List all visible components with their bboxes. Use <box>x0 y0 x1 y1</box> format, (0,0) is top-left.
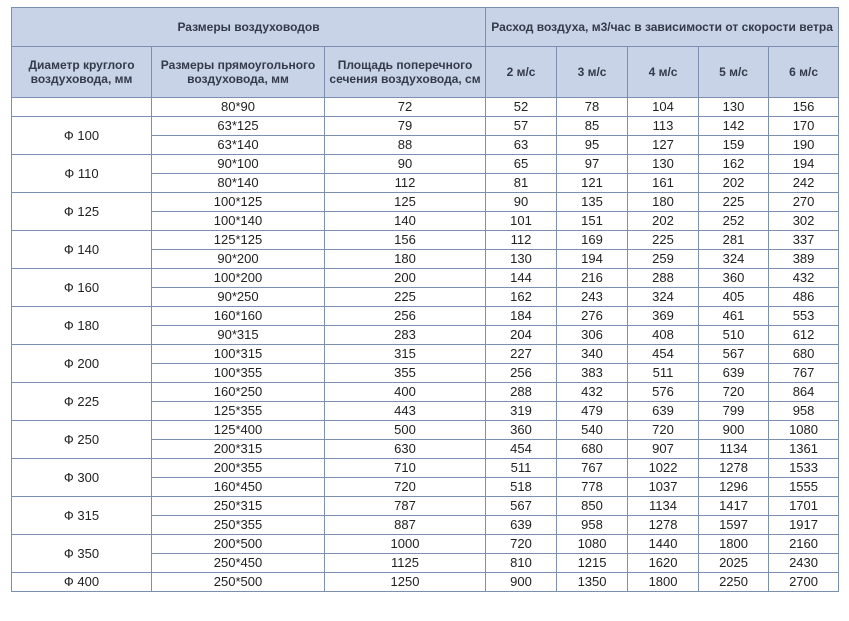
duct-table-container <box>11 7 839 592</box>
cell-airflow: 1701 <box>769 497 839 516</box>
cell-area: 710 <box>325 459 486 478</box>
cell-area: 112 <box>325 174 486 193</box>
cell-airflow: 252 <box>699 212 769 231</box>
cell-airflow: 288 <box>486 383 557 402</box>
cell-airflow: 216 <box>557 269 628 288</box>
cell-airflow: 2700 <box>769 573 839 592</box>
duct-airflow-table <box>11 7 839 592</box>
table-row <box>12 459 839 478</box>
cell-area: 1250 <box>325 573 486 592</box>
cell-diameter: Ф 125 <box>12 193 152 231</box>
cell-airflow: 639 <box>486 516 557 535</box>
cell-airflow: 454 <box>486 440 557 459</box>
cell-airflow: 324 <box>628 288 699 307</box>
cell-airflow: 270 <box>769 193 839 212</box>
cell-airflow: 360 <box>699 269 769 288</box>
header-col-speed: 6 м/с <box>769 47 839 98</box>
cell-airflow: 720 <box>628 421 699 440</box>
cell-airflow: 85 <box>557 117 628 136</box>
cell-airflow: 57 <box>486 117 557 136</box>
cell-airflow: 1080 <box>557 535 628 554</box>
cell-airflow: 864 <box>769 383 839 402</box>
cell-airflow: 1350 <box>557 573 628 592</box>
cell-area: 140 <box>325 212 486 231</box>
cell-airflow: 900 <box>699 421 769 440</box>
cell-airflow: 383 <box>557 364 628 383</box>
table-body <box>12 98 839 592</box>
cell-airflow: 97 <box>557 155 628 174</box>
cell-airflow: 518 <box>486 478 557 497</box>
cell-airflow: 408 <box>628 326 699 345</box>
table-row <box>12 497 839 516</box>
cell-airflow: 511 <box>486 459 557 478</box>
cell-diameter: Ф 350 <box>12 535 152 573</box>
cell-airflow: 78 <box>557 98 628 117</box>
cell-airflow: 242 <box>769 174 839 193</box>
cell-airflow: 225 <box>699 193 769 212</box>
cell-area: 1125 <box>325 554 486 573</box>
cell-rect-size: 160*250 <box>152 383 325 402</box>
cell-airflow: 2250 <box>699 573 769 592</box>
table-row <box>12 155 839 174</box>
cell-airflow: 101 <box>486 212 557 231</box>
cell-airflow: 306 <box>557 326 628 345</box>
cell-diameter: Ф 100 <box>12 117 152 155</box>
cell-airflow: 162 <box>699 155 769 174</box>
cell-airflow: 432 <box>769 269 839 288</box>
cell-diameter <box>12 98 152 117</box>
cell-rect-size: 200*355 <box>152 459 325 478</box>
cell-rect-size: 100*315 <box>152 345 325 364</box>
cell-airflow: 454 <box>628 345 699 364</box>
cell-area: 200 <box>325 269 486 288</box>
cell-airflow: 162 <box>486 288 557 307</box>
cell-area: 156 <box>325 231 486 250</box>
cell-diameter: Ф 400 <box>12 573 152 592</box>
cell-airflow: 113 <box>628 117 699 136</box>
cell-airflow: 1278 <box>628 516 699 535</box>
cell-area: 443 <box>325 402 486 421</box>
cell-rect-size: 250*500 <box>152 573 325 592</box>
cell-airflow: 612 <box>769 326 839 345</box>
cell-airflow: 337 <box>769 231 839 250</box>
cell-airflow: 900 <box>486 573 557 592</box>
cell-diameter: Ф 315 <box>12 497 152 535</box>
cell-rect-size: 100*200 <box>152 269 325 288</box>
cell-airflow: 142 <box>699 117 769 136</box>
cell-airflow: 204 <box>486 326 557 345</box>
cell-area: 787 <box>325 497 486 516</box>
cell-rect-size: 90*200 <box>152 250 325 269</box>
cell-airflow: 130 <box>628 155 699 174</box>
cell-rect-size: 80*140 <box>152 174 325 193</box>
cell-airflow: 52 <box>486 98 557 117</box>
cell-diameter: Ф 300 <box>12 459 152 497</box>
cell-airflow: 184 <box>486 307 557 326</box>
cell-area: 630 <box>325 440 486 459</box>
table-row <box>12 345 839 364</box>
cell-airflow: 194 <box>557 250 628 269</box>
header-col-speed: 5 м/с <box>699 47 769 98</box>
cell-airflow: 1800 <box>628 573 699 592</box>
table-row <box>12 535 839 554</box>
cell-airflow: 276 <box>557 307 628 326</box>
cell-airflow: 156 <box>769 98 839 117</box>
cell-diameter: Ф 200 <box>12 345 152 383</box>
table-row <box>12 98 839 117</box>
cell-airflow: 81 <box>486 174 557 193</box>
cell-airflow: 2160 <box>769 535 839 554</box>
cell-airflow: 720 <box>486 535 557 554</box>
cell-rect-size: 200*500 <box>152 535 325 554</box>
cell-airflow: 1134 <box>699 440 769 459</box>
cell-rect-size: 250*315 <box>152 497 325 516</box>
cell-airflow: 127 <box>628 136 699 155</box>
cell-airflow: 340 <box>557 345 628 364</box>
cell-rect-size: 90*250 <box>152 288 325 307</box>
cell-airflow: 161 <box>628 174 699 193</box>
table-row <box>12 383 839 402</box>
cell-airflow: 170 <box>769 117 839 136</box>
cell-airflow: 130 <box>486 250 557 269</box>
cell-rect-size: 63*125 <box>152 117 325 136</box>
cell-area: 887 <box>325 516 486 535</box>
table-row <box>12 421 839 440</box>
cell-rect-size: 125*355 <box>152 402 325 421</box>
header-col-speed: 3 м/с <box>557 47 628 98</box>
header-col-rect-size: Размеры прямоугольного воздуховода, мм <box>152 47 325 98</box>
cell-airflow: 810 <box>486 554 557 573</box>
cell-area: 400 <box>325 383 486 402</box>
cell-airflow: 104 <box>628 98 699 117</box>
cell-area: 256 <box>325 307 486 326</box>
cell-airflow: 432 <box>557 383 628 402</box>
cell-airflow: 227 <box>486 345 557 364</box>
cell-airflow: 144 <box>486 269 557 288</box>
cell-airflow: 281 <box>699 231 769 250</box>
cell-rect-size: 63*140 <box>152 136 325 155</box>
cell-airflow: 130 <box>699 98 769 117</box>
table-row <box>12 117 839 136</box>
cell-area: 180 <box>325 250 486 269</box>
cell-airflow: 510 <box>699 326 769 345</box>
cell-airflow: 112 <box>486 231 557 250</box>
cell-airflow: 1296 <box>699 478 769 497</box>
cell-airflow: 90 <box>486 193 557 212</box>
cell-airflow: 405 <box>699 288 769 307</box>
cell-airflow: 567 <box>699 345 769 364</box>
cell-airflow: 1215 <box>557 554 628 573</box>
cell-area: 125 <box>325 193 486 212</box>
cell-airflow: 1620 <box>628 554 699 573</box>
table-row <box>12 193 839 212</box>
cell-airflow: 767 <box>557 459 628 478</box>
cell-airflow: 2025 <box>699 554 769 573</box>
table-header <box>12 8 839 98</box>
cell-airflow: 202 <box>628 212 699 231</box>
cell-area: 355 <box>325 364 486 383</box>
cell-airflow: 194 <box>769 155 839 174</box>
cell-rect-size: 90*315 <box>152 326 325 345</box>
cell-area: 90 <box>325 155 486 174</box>
cell-rect-size: 100*140 <box>152 212 325 231</box>
cell-airflow: 159 <box>699 136 769 155</box>
cell-airflow: 202 <box>699 174 769 193</box>
cell-rect-size: 125*400 <box>152 421 325 440</box>
cell-diameter: Ф 180 <box>12 307 152 345</box>
cell-diameter: Ф 225 <box>12 383 152 421</box>
cell-airflow: 540 <box>557 421 628 440</box>
cell-airflow: 1597 <box>699 516 769 535</box>
cell-area: 500 <box>325 421 486 440</box>
cell-airflow: 256 <box>486 364 557 383</box>
cell-airflow: 389 <box>769 250 839 269</box>
cell-airflow: 1278 <box>699 459 769 478</box>
cell-rect-size: 80*90 <box>152 98 325 117</box>
cell-airflow: 1417 <box>699 497 769 516</box>
table-row <box>12 307 839 326</box>
cell-airflow: 1533 <box>769 459 839 478</box>
cell-airflow: 1022 <box>628 459 699 478</box>
cell-area: 88 <box>325 136 486 155</box>
cell-airflow: 190 <box>769 136 839 155</box>
cell-airflow: 639 <box>628 402 699 421</box>
cell-rect-size: 200*315 <box>152 440 325 459</box>
cell-airflow: 302 <box>769 212 839 231</box>
cell-airflow: 778 <box>557 478 628 497</box>
cell-airflow: 639 <box>699 364 769 383</box>
cell-diameter: Ф 160 <box>12 269 152 307</box>
cell-airflow: 319 <box>486 402 557 421</box>
cell-airflow: 243 <box>557 288 628 307</box>
cell-airflow: 360 <box>486 421 557 440</box>
cell-area: 72 <box>325 98 486 117</box>
cell-airflow: 486 <box>769 288 839 307</box>
cell-area: 225 <box>325 288 486 307</box>
cell-airflow: 225 <box>628 231 699 250</box>
cell-airflow: 1555 <box>769 478 839 497</box>
cell-rect-size: 100*355 <box>152 364 325 383</box>
cell-airflow: 1917 <box>769 516 839 535</box>
cell-airflow: 288 <box>628 269 699 288</box>
cell-airflow: 907 <box>628 440 699 459</box>
header-group-airflow: Расход воздуха, м3/час в зависимости от скорости ветра <box>486 8 839 47</box>
header-col-diameter: Диаметр круглого воздуховода, мм <box>12 47 152 98</box>
cell-airflow: 2430 <box>769 554 839 573</box>
cell-diameter: Ф 250 <box>12 421 152 459</box>
cell-rect-size: 125*125 <box>152 231 325 250</box>
cell-airflow: 767 <box>769 364 839 383</box>
cell-area: 720 <box>325 478 486 497</box>
cell-airflow: 553 <box>769 307 839 326</box>
cell-airflow: 135 <box>557 193 628 212</box>
cell-rect-size: 160*450 <box>152 478 325 497</box>
cell-diameter: Ф 140 <box>12 231 152 269</box>
table-row <box>12 269 839 288</box>
cell-airflow: 958 <box>769 402 839 421</box>
cell-airflow: 1037 <box>628 478 699 497</box>
cell-airflow: 180 <box>628 193 699 212</box>
cell-airflow: 1134 <box>628 497 699 516</box>
table-row <box>12 573 839 592</box>
cell-diameter: Ф 110 <box>12 155 152 193</box>
cell-airflow: 259 <box>628 250 699 269</box>
cell-rect-size: 250*450 <box>152 554 325 573</box>
cell-area: 79 <box>325 117 486 136</box>
cell-airflow: 958 <box>557 516 628 535</box>
header-col-area: Площадь поперечного сечения воздуховода, см <box>325 47 486 98</box>
cell-airflow: 95 <box>557 136 628 155</box>
cell-rect-size: 160*160 <box>152 307 325 326</box>
cell-airflow: 121 <box>557 174 628 193</box>
cell-airflow: 511 <box>628 364 699 383</box>
cell-airflow: 1080 <box>769 421 839 440</box>
cell-airflow: 461 <box>699 307 769 326</box>
cell-rect-size: 90*100 <box>152 155 325 174</box>
cell-airflow: 720 <box>699 383 769 402</box>
cell-airflow: 799 <box>699 402 769 421</box>
cell-airflow: 1361 <box>769 440 839 459</box>
header-group-duct-sizes: Размеры воздуховодов <box>12 8 486 47</box>
cell-airflow: 369 <box>628 307 699 326</box>
header-col-speed: 4 м/с <box>628 47 699 98</box>
cell-airflow: 680 <box>769 345 839 364</box>
cell-area: 315 <box>325 345 486 364</box>
cell-airflow: 169 <box>557 231 628 250</box>
header-col-speed: 2 м/с <box>486 47 557 98</box>
cell-airflow: 479 <box>557 402 628 421</box>
cell-area: 283 <box>325 326 486 345</box>
cell-airflow: 850 <box>557 497 628 516</box>
cell-rect-size: 250*355 <box>152 516 325 535</box>
cell-area: 1000 <box>325 535 486 554</box>
cell-airflow: 65 <box>486 155 557 174</box>
cell-airflow: 567 <box>486 497 557 516</box>
cell-airflow: 324 <box>699 250 769 269</box>
cell-airflow: 576 <box>628 383 699 402</box>
table-row <box>12 231 839 250</box>
cell-airflow: 1800 <box>699 535 769 554</box>
cell-airflow: 680 <box>557 440 628 459</box>
cell-rect-size: 100*125 <box>152 193 325 212</box>
cell-airflow: 1440 <box>628 535 699 554</box>
cell-airflow: 63 <box>486 136 557 155</box>
cell-airflow: 151 <box>557 212 628 231</box>
